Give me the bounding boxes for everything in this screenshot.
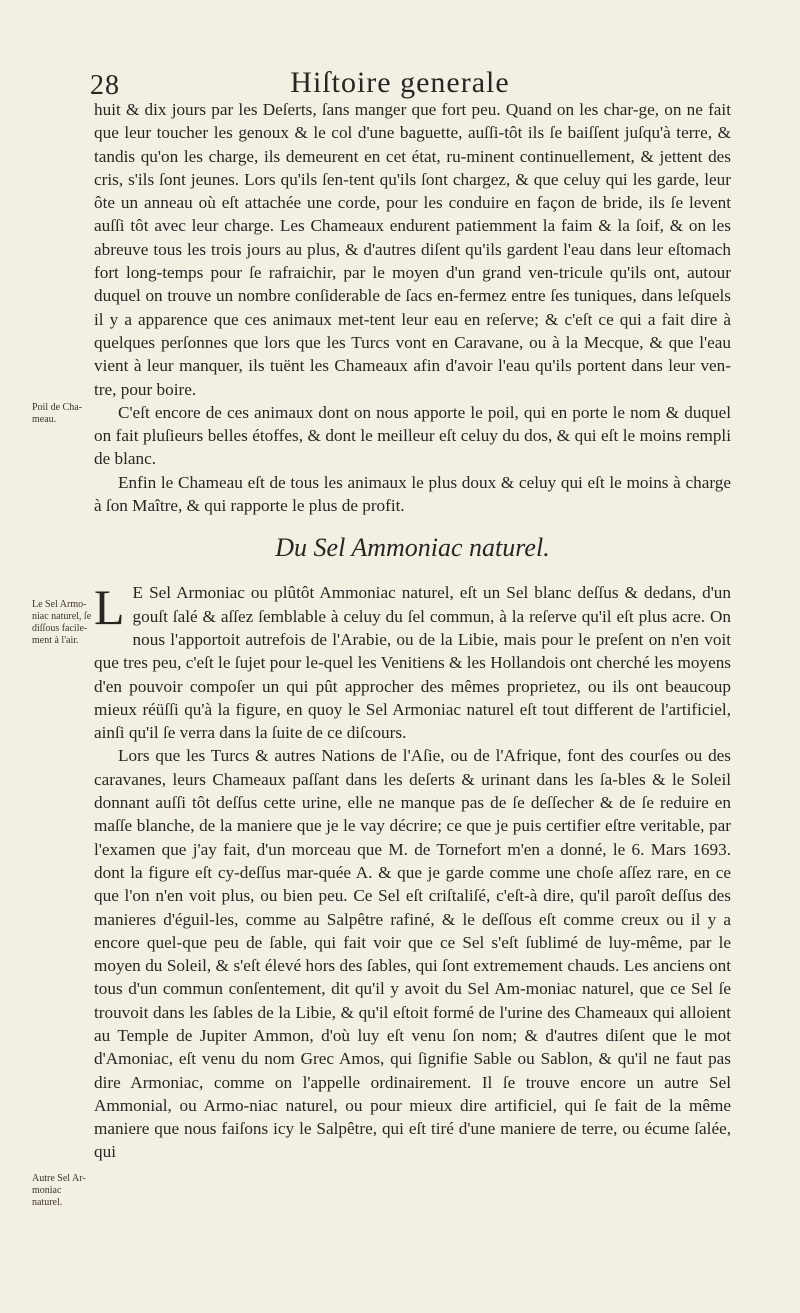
paragraph-camel-hair: C'eſt encore de ces animaux dont on nous apporte le poil, qui en porte le nom & duquel on fait pluſieurs belles étoffes, & dont le meilleur eſt celuy du dos, & qui eſt le moins rempli de blanc. — [94, 402, 731, 469]
body-text — [94, 98, 731, 1164]
paragraph-camel-loading: huit & dix jours par les Deſerts, ſans manger que fort peu. Quand on les char-ge, on ne fait que leur toucher les genoux & le col d'une baguette, auſſi-tôt ils ſe baiſſent juſqu'à terre, & tandis qu'on les charge, ils demeurent en cet état, ru-minent continuellement, & jettent des cris, s'ils ſont jeunes. Lors qu'ils ſen-tent qu'ils ſont chargez, & que celuy qui les garde, leur ôte un anneau où eſt attachée une corde, pour les conduire en façon de bride, ils ſe levent auſſi tôt avec leur charge. Les Chameaux endurent patiemment la faim & la ſoif, & on les abreuve tous les trois jours au plus, & d'autres diſent qu'ils gardent l'eau dans leur eſtomach fort long-temps pour ſe rafraichir, par le moyen d'un grand ven-tricule qu'ils ont, autour duquel on trouve un nombre conſiderable de ſacs en-fermez entre ſes tuniques, dans leſquels il y a apparence que ces animaux met-tent leur eau en reſerve; & c'eſt ce qui a fait dire à quelques perſonnes que lors que les Turcs vont en Caravane, ou à la Mecque, & que l'eau vient à leur manquer, ils tuënt les Chameaux afin d'avoir l'eau qu'ils portent dans leur ven-tre, pour boire. — [94, 100, 731, 399]
paragraph-sel-ammoniac-intro — [94, 581, 731, 744]
page-number: 28 — [90, 70, 120, 101]
margin-note-autre: Autre Sel Ar-moniac naturel. — [32, 1173, 86, 1208]
margin-note-sel: Le Sel Armo-niac naturel, ſe diſſous facile-ment à l'air. — [32, 599, 92, 646]
section-title: Du Sel Ammoniac naturel. — [275, 533, 550, 563]
paragraph-sel-ammoniac-text: E Sel Armoniac ou plûtôt Ammoniac naturel, eſt un Sel blanc deſſus & dedans, d'un gouſt ſalé & aſſez ſemblable à celuy du ſel commun, à la reſerve qu'il eſt plus acre. On nous l'apportoit autrefois de l'Arabie, ou de la Libie, mais pour le preſent on n'en voit que tres peu, c'eſt le ſujet pour le-quel les Venitiens & les Hollandois ont cherché les moyens d'en pouvoir compoſer un qui pût approcher des mêmes proprietez, ou ils ont beaucoup mieux réüſſi qu'à la figure, en quoy le Sel Armoniac naturel eſt tout different de l'artificiel, ainſi qu'il ſe verra dans la ſuite de ce diſcours. — [94, 583, 731, 743]
running-title: Hiſtoire generale — [290, 66, 510, 99]
drop-cap: L — [94, 579, 125, 636]
paragraph-sel-formation: Lors que les Turcs & autres Nations de l'Aſie, ou de l'Afrique, font des courſes ou des caravanes, leurs Chameaux paſſant dans les deſerts & urinant dans les ſa-bles & le Soleil donnant auſſi tôt deſſus cette urine, elle ne manque pas de ſe deſſecher & de ſe reduire en maſſe blanche, de la maniere que je le vay décrire; ce que je puis certifier eſtre veritable, par l'examen que j'ay fait, d'un morceau que M. de Tornefort m'en a donné, le 6. Mars 1693. dont la figure eſt cy-deſſus mar-quée A. & que je garde comme une choſe aſſez rare, en ce que l'on n'en voit plus, ou bien peu. Ce Sel eſt criſtaliſé, c'eſt-à dire, qu'il paroît deſſus des manieres d'éguil-les, comme au Salpêtre rafiné, & le deſſous eſt comme creux ou il y a encore quel-que peu de ſable, qui fait voir que ce Sel s'eſt ſublimé de luy-même, par le moyen du Soleil, & s'eſt élevé hors des ſables, qui ſont extremement chauds. Les anciens ont tous d'un commun conſentement, dit qu'il y avoit du Sel Am-moniac naturel, que ce Sel ſe trouvoit dans les ſables de la Libie, & qu'il eſtoit formé de l'urine des Chameaux qui alloient au Temple de Jupiter Ammon, d'où luy eſt venu ſon nom; & d'autres diſent que le mot d'Amoniac, eſt venu du nom Grec Amos, qui ſignifie Sable ou Sablon, & qu'il ne faut pas dire Armoniac, comme on l'appelle ordinairement. Il ſe trouve encore un autre Sel Ammonial, ou Armo-niac naturel, ou pour mieux dire artificiel, qui ſe fait de la même maniere que nous faiſons icy le Salpêtre, qui eſt tiré d'une maniere de terre, ou écume ſalée, qui — [94, 746, 731, 1162]
margin-note-poil: Poil de Cha-meau. — [32, 402, 82, 425]
paragraph-camel-gentle: Enfin le Chameau eſt de tous les animaux le plus doux & celuy qui eſt le moins à charge à ſon Maître, & qui rapporte le plus de profit. — [94, 472, 731, 516]
